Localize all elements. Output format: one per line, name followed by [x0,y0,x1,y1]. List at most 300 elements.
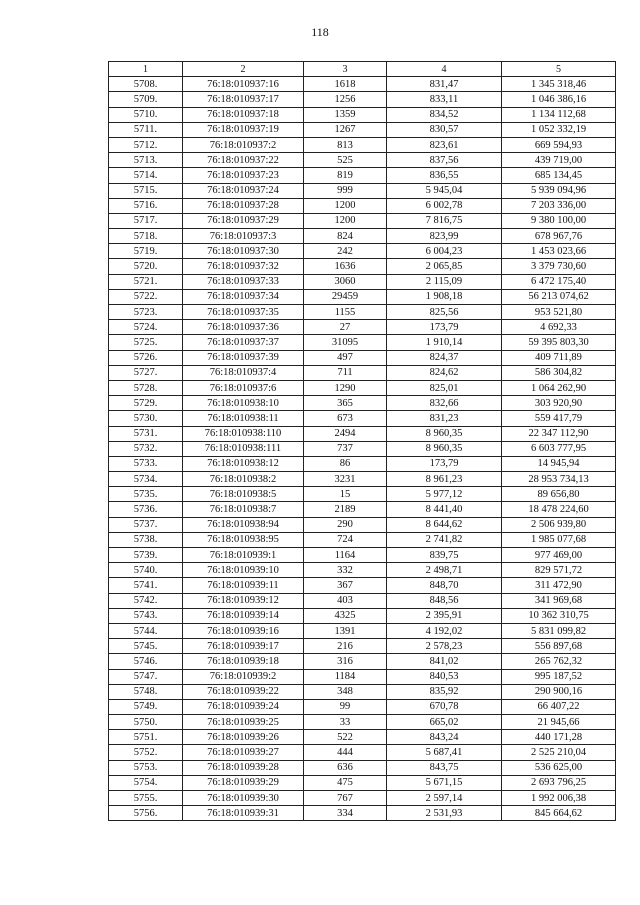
cadastral-value-cell: 265 762,32 [502,654,616,669]
table-body [109,77,616,821]
area-cell: 497 [304,350,387,365]
area-cell: 29459 [304,289,387,304]
cadastral-number-cell: 76:18:010938:94 [183,517,304,532]
area-cell: 1618 [304,77,387,92]
area-cell: 819 [304,168,387,183]
cadastral-value-cell: 2 525 210,04 [502,745,616,760]
row-number-cell: 5713. [109,153,183,168]
row-number-cell: 5749. [109,699,183,714]
cadastral-number-cell: 76:18:010937:37 [183,335,304,350]
area-cell: 711 [304,365,387,380]
row-number-cell: 5731. [109,426,183,441]
row-number-cell: 5708. [109,77,183,92]
row-number-cell: 5723. [109,305,183,320]
cadastral-number-cell: 76:18:010937:39 [183,350,304,365]
table-row [109,411,616,426]
row-number-cell: 5753. [109,760,183,775]
cadastral-number-cell: 76:18:010939:16 [183,623,304,638]
area-cell: 4325 [304,608,387,623]
area-cell: 1636 [304,259,387,274]
area-cell: 737 [304,441,387,456]
cadastral-number-cell: 76:18:010937:6 [183,380,304,395]
cadastral-value-cell: 845 664,62 [502,806,616,821]
table-row [109,593,616,608]
cadastral-value-cell: 56 213 074,62 [502,289,616,304]
table-row [109,107,616,122]
cadastral-number-cell: 76:18:010938:5 [183,487,304,502]
table-row [109,274,616,289]
row-number-cell: 5744. [109,623,183,638]
cadastral-number-cell: 76:18:010937:35 [183,305,304,320]
unit-value-cell: 8 961,23 [387,472,502,487]
cadastral-number-cell: 76:18:010937:3 [183,229,304,244]
unit-value-cell: 836,55 [387,168,502,183]
cadastral-number-cell: 76:18:010937:18 [183,107,304,122]
table-row [109,699,616,714]
area-cell: 290 [304,517,387,532]
column-header-4: 4 [387,62,502,77]
unit-value-cell: 6 004,23 [387,244,502,259]
row-number-cell: 5714. [109,168,183,183]
area-cell: 242 [304,244,387,259]
column-header-1: 1 [109,62,183,77]
unit-value-cell: 835,92 [387,684,502,699]
row-number-cell: 5725. [109,335,183,350]
table-row [109,213,616,228]
unit-value-cell: 823,99 [387,229,502,244]
cadastral-number-cell: 76:18:010937:16 [183,77,304,92]
cadastral-number-cell: 76:18:010939:14 [183,608,304,623]
area-cell: 27 [304,320,387,335]
row-number-cell: 5715. [109,183,183,198]
unit-value-cell: 825,01 [387,380,502,395]
row-number-cell: 5710. [109,107,183,122]
unit-value-cell: 823,61 [387,137,502,152]
cadastral-value-cell: 10 362 310,75 [502,608,616,623]
cadastral-value-cell: 7 203 336,00 [502,198,616,213]
area-cell: 1391 [304,623,387,638]
area-cell: 636 [304,760,387,775]
row-number-cell: 5729. [109,396,183,411]
row-number-cell: 5720. [109,259,183,274]
cadastral-value-cell: 290 900,16 [502,684,616,699]
row-number-cell: 5711. [109,122,183,137]
cadastral-number-cell: 76:18:010939:24 [183,699,304,714]
row-number-cell: 5728. [109,380,183,395]
area-cell: 475 [304,775,387,790]
area-cell: 1359 [304,107,387,122]
table-row [109,487,616,502]
row-number-cell: 5719. [109,244,183,259]
cadastral-number-cell: 76:18:010939:18 [183,654,304,669]
unit-value-cell: 840,53 [387,669,502,684]
cadastral-value-cell: 678 967,76 [502,229,616,244]
unit-value-cell: 173,79 [387,320,502,335]
row-number-cell: 5748. [109,684,183,699]
cadastral-value-cell: 1 992 006,38 [502,791,616,806]
table-row [109,335,616,350]
unit-value-cell: 8 644,62 [387,517,502,532]
table-row [109,715,616,730]
table-row [109,745,616,760]
table-row [109,517,616,532]
table-row [109,122,616,137]
unit-value-cell: 834,52 [387,107,502,122]
row-number-cell: 5718. [109,229,183,244]
cadastral-value-cell: 341 969,68 [502,593,616,608]
cadastral-number-cell: 76:18:010938:10 [183,396,304,411]
table-row [109,669,616,684]
area-cell: 33 [304,715,387,730]
table-row [109,365,616,380]
cadastral-value-cell: 6 472 175,40 [502,274,616,289]
cadastral-value-cell: 311 472,90 [502,578,616,593]
cadastral-number-cell: 76:18:010937:33 [183,274,304,289]
cadastral-number-cell: 76:18:010937:17 [183,92,304,107]
row-number-cell: 5752. [109,745,183,760]
cadastral-value-cell: 586 304,82 [502,365,616,380]
table-row [109,289,616,304]
row-number-cell: 5750. [109,715,183,730]
table-row [109,608,616,623]
area-cell: 525 [304,153,387,168]
cadastral-value-cell: 14 945,94 [502,456,616,471]
table-row [109,775,616,790]
table-row [109,563,616,578]
cadastral-value-cell: 1 052 332,19 [502,122,616,137]
unit-value-cell: 5 977,12 [387,487,502,502]
cadastral-number-cell: 76:18:010938:95 [183,532,304,547]
area-cell: 673 [304,411,387,426]
unit-value-cell: 4 192,02 [387,623,502,638]
area-cell: 1200 [304,198,387,213]
unit-value-cell: 1 908,18 [387,289,502,304]
row-number-cell: 5722. [109,289,183,304]
cadastral-value-cell: 536 625,00 [502,760,616,775]
cadastral-value-cell: 559 417,79 [502,411,616,426]
cadastral-value-cell: 977 469,00 [502,548,616,563]
unit-value-cell: 832,66 [387,396,502,411]
cadastral-number-cell: 76:18:010939:27 [183,745,304,760]
area-cell: 348 [304,684,387,699]
unit-value-cell: 841,02 [387,654,502,669]
cadastral-value-cell: 3 379 730,60 [502,259,616,274]
table-row [109,441,616,456]
cadastral-number-cell: 76:18:010938:111 [183,441,304,456]
cadastral-number-cell: 76:18:010937:22 [183,153,304,168]
cadastral-number-cell: 76:18:010938:12 [183,456,304,471]
cadastral-value-cell: 59 395 803,30 [502,335,616,350]
cadastral-number-cell: 76:18:010937:36 [183,320,304,335]
area-cell: 216 [304,639,387,654]
column-number-row [109,62,616,77]
row-number-cell: 5730. [109,411,183,426]
row-number-cell: 5724. [109,320,183,335]
row-number-cell: 5741. [109,578,183,593]
row-number-cell: 5727. [109,365,183,380]
unit-value-cell: 2 115,09 [387,274,502,289]
row-number-cell: 5717. [109,213,183,228]
unit-value-cell: 2 395,91 [387,608,502,623]
cadastral-value-cell: 1 985 077,68 [502,532,616,547]
area-cell: 15 [304,487,387,502]
cadastral-value-cell: 669 594,93 [502,137,616,152]
cadastral-number-cell: 76:18:010939:12 [183,593,304,608]
row-number-cell: 5721. [109,274,183,289]
cadastral-value-table [108,61,616,821]
unit-value-cell: 665,02 [387,715,502,730]
area-cell: 444 [304,745,387,760]
table-row [109,654,616,669]
column-header-2: 2 [183,62,304,77]
table-row [109,472,616,487]
table-row [109,137,616,152]
cadastral-value-cell: 556 897,68 [502,639,616,654]
area-cell: 2189 [304,502,387,517]
unit-value-cell: 831,23 [387,411,502,426]
area-cell: 3060 [304,274,387,289]
row-number-cell: 5712. [109,137,183,152]
row-number-cell: 5756. [109,806,183,821]
unit-value-cell: 848,70 [387,578,502,593]
row-number-cell: 5754. [109,775,183,790]
area-cell: 365 [304,396,387,411]
unit-value-cell: 2 597,14 [387,791,502,806]
table-row [109,320,616,335]
unit-value-cell: 2 531,93 [387,806,502,821]
table-row [109,760,616,775]
row-number-cell: 5739. [109,548,183,563]
area-cell: 3231 [304,472,387,487]
unit-value-cell: 7 816,75 [387,213,502,228]
unit-value-cell: 839,75 [387,548,502,563]
area-cell: 334 [304,806,387,821]
area-cell: 99 [304,699,387,714]
cadastral-number-cell: 76:18:010939:22 [183,684,304,699]
row-number-cell: 5745. [109,639,183,654]
cadastral-number-cell: 76:18:010939:29 [183,775,304,790]
cadastral-value-cell: 439 719,00 [502,153,616,168]
cadastral-value-cell: 21 945,66 [502,715,616,730]
cadastral-number-cell: 76:18:010937:29 [183,213,304,228]
unit-value-cell: 2 498,71 [387,563,502,578]
cadastral-number-cell: 76:18:010939:1 [183,548,304,563]
area-cell: 824 [304,229,387,244]
column-header-5: 5 [502,62,616,77]
table-row [109,730,616,745]
cadastral-value-cell: 66 407,22 [502,699,616,714]
cadastral-number-cell: 76:18:010939:28 [183,760,304,775]
cadastral-value-cell: 4 692,33 [502,320,616,335]
cadastral-value-cell: 409 711,89 [502,350,616,365]
cadastral-value-cell: 2 693 796,25 [502,775,616,790]
area-cell: 1184 [304,669,387,684]
cadastral-number-cell: 76:18:010939:2 [183,669,304,684]
cadastral-number-cell: 76:18:010937:30 [183,244,304,259]
cadastral-number-cell: 76:18:010939:10 [183,563,304,578]
cadastral-number-cell: 76:18:010937:23 [183,168,304,183]
cadastral-value-cell: 5 939 094,96 [502,183,616,198]
cadastral-value-cell: 995 187,52 [502,669,616,684]
table-row [109,639,616,654]
cadastral-number-cell: 76:18:010937:32 [183,259,304,274]
unit-value-cell: 843,75 [387,760,502,775]
cadastral-value-cell: 953 521,80 [502,305,616,320]
cadastral-value-cell: 1 134 112,68 [502,107,616,122]
table-row [109,244,616,259]
cadastral-number-cell: 76:18:010939:25 [183,715,304,730]
row-number-cell: 5726. [109,350,183,365]
row-number-cell: 5742. [109,593,183,608]
area-cell: 332 [304,563,387,578]
area-cell: 1164 [304,548,387,563]
cadastral-number-cell: 76:18:010938:11 [183,411,304,426]
table-row [109,396,616,411]
unit-value-cell: 8 441,40 [387,502,502,517]
cadastral-value-cell: 89 656,80 [502,487,616,502]
row-number-cell: 5740. [109,563,183,578]
area-cell: 522 [304,730,387,745]
unit-value-cell: 843,24 [387,730,502,745]
area-cell: 316 [304,654,387,669]
table-row [109,456,616,471]
unit-value-cell: 831,47 [387,77,502,92]
cadastral-value-cell: 28 953 734,13 [502,472,616,487]
row-number-cell: 5755. [109,791,183,806]
table-row [109,183,616,198]
unit-value-cell: 5 687,41 [387,745,502,760]
cadastral-value-cell: 1 064 262,90 [502,380,616,395]
cadastral-value-cell: 303 920,90 [502,396,616,411]
unit-value-cell: 825,56 [387,305,502,320]
cadastral-value-cell: 22 347 112,90 [502,426,616,441]
area-cell: 999 [304,183,387,198]
table-row [109,259,616,274]
table-row [109,502,616,517]
cadastral-number-cell: 76:18:010939:26 [183,730,304,745]
area-cell: 86 [304,456,387,471]
row-number-cell: 5743. [109,608,183,623]
table-row [109,791,616,806]
cadastral-value-cell: 2 506 939,80 [502,517,616,532]
row-number-cell: 5746. [109,654,183,669]
unit-value-cell: 824,37 [387,350,502,365]
row-number-cell: 5747. [109,669,183,684]
cadastral-number-cell: 76:18:010937:24 [183,183,304,198]
cadastral-number-cell: 76:18:010937:2 [183,137,304,152]
cadastral-number-cell: 76:18:010939:17 [183,639,304,654]
area-cell: 724 [304,532,387,547]
table-row [109,578,616,593]
unit-value-cell: 1 910,14 [387,335,502,350]
row-number-cell: 5751. [109,730,183,745]
area-cell: 367 [304,578,387,593]
cadastral-value-cell: 1 345 318,46 [502,77,616,92]
area-cell: 1267 [304,122,387,137]
cadastral-number-cell: 76:18:010939:31 [183,806,304,821]
row-number-cell: 5738. [109,532,183,547]
cadastral-value-cell: 1 453 023,66 [502,244,616,259]
area-cell: 403 [304,593,387,608]
row-number-cell: 5735. [109,487,183,502]
unit-value-cell: 8 960,35 [387,441,502,456]
cadastral-number-cell: 76:18:010937:28 [183,198,304,213]
page-number: 118 [311,25,329,39]
area-cell: 1290 [304,380,387,395]
row-number-cell: 5734. [109,472,183,487]
unit-value-cell: 2 065,85 [387,259,502,274]
table-row [109,380,616,395]
unit-value-cell: 8 960,35 [387,426,502,441]
unit-value-cell: 2 578,23 [387,639,502,654]
table-row [109,168,616,183]
cadastral-value-cell: 1 046 386,16 [502,92,616,107]
row-number-cell: 5736. [109,502,183,517]
area-cell: 767 [304,791,387,806]
cadastral-value-cell: 829 571,72 [502,563,616,578]
row-number-cell: 5716. [109,198,183,213]
unit-value-cell: 5 945,04 [387,183,502,198]
table-row [109,350,616,365]
row-number-cell: 5709. [109,92,183,107]
cadastral-value-cell: 9 380 100,00 [502,213,616,228]
table-row [109,77,616,92]
cadastral-number-cell: 76:18:010939:11 [183,578,304,593]
cadastral-number-cell: 76:18:010937:19 [183,122,304,137]
table-row [109,532,616,547]
unit-value-cell: 833,11 [387,92,502,107]
unit-value-cell: 2 741,82 [387,532,502,547]
unit-value-cell: 837,56 [387,153,502,168]
area-cell: 1155 [304,305,387,320]
table-row [109,548,616,563]
table-row [109,198,616,213]
cadastral-number-cell: 76:18:010939:30 [183,791,304,806]
table-row [109,153,616,168]
unit-value-cell: 824,62 [387,365,502,380]
cadastral-number-cell: 76:18:010937:34 [183,289,304,304]
area-cell: 813 [304,137,387,152]
table-row [109,426,616,441]
area-cell: 31095 [304,335,387,350]
cadastral-number-cell: 76:18:010937:4 [183,365,304,380]
table-row [109,623,616,638]
unit-value-cell: 6 002,78 [387,198,502,213]
unit-value-cell: 830,57 [387,122,502,137]
cadastral-value-cell: 685 134,45 [502,168,616,183]
cadastral-number-cell: 76:18:010938:110 [183,426,304,441]
area-cell: 1256 [304,92,387,107]
cadastral-value-cell: 18 478 224,60 [502,502,616,517]
cadastral-value-cell: 440 171,28 [502,730,616,745]
unit-value-cell: 848,56 [387,593,502,608]
area-cell: 2494 [304,426,387,441]
table-row [109,684,616,699]
cadastral-number-cell: 76:18:010938:7 [183,502,304,517]
row-number-cell: 5732. [109,441,183,456]
unit-value-cell: 5 671,15 [387,775,502,790]
cadastral-number-cell: 76:18:010938:2 [183,472,304,487]
table-row [109,229,616,244]
table-row [109,806,616,821]
cadastral-value-cell: 5 831 099,82 [502,623,616,638]
row-number-cell: 5733. [109,456,183,471]
table-row [109,305,616,320]
row-number-cell: 5737. [109,517,183,532]
unit-value-cell: 670,78 [387,699,502,714]
table-row [109,92,616,107]
area-cell: 1200 [304,213,387,228]
